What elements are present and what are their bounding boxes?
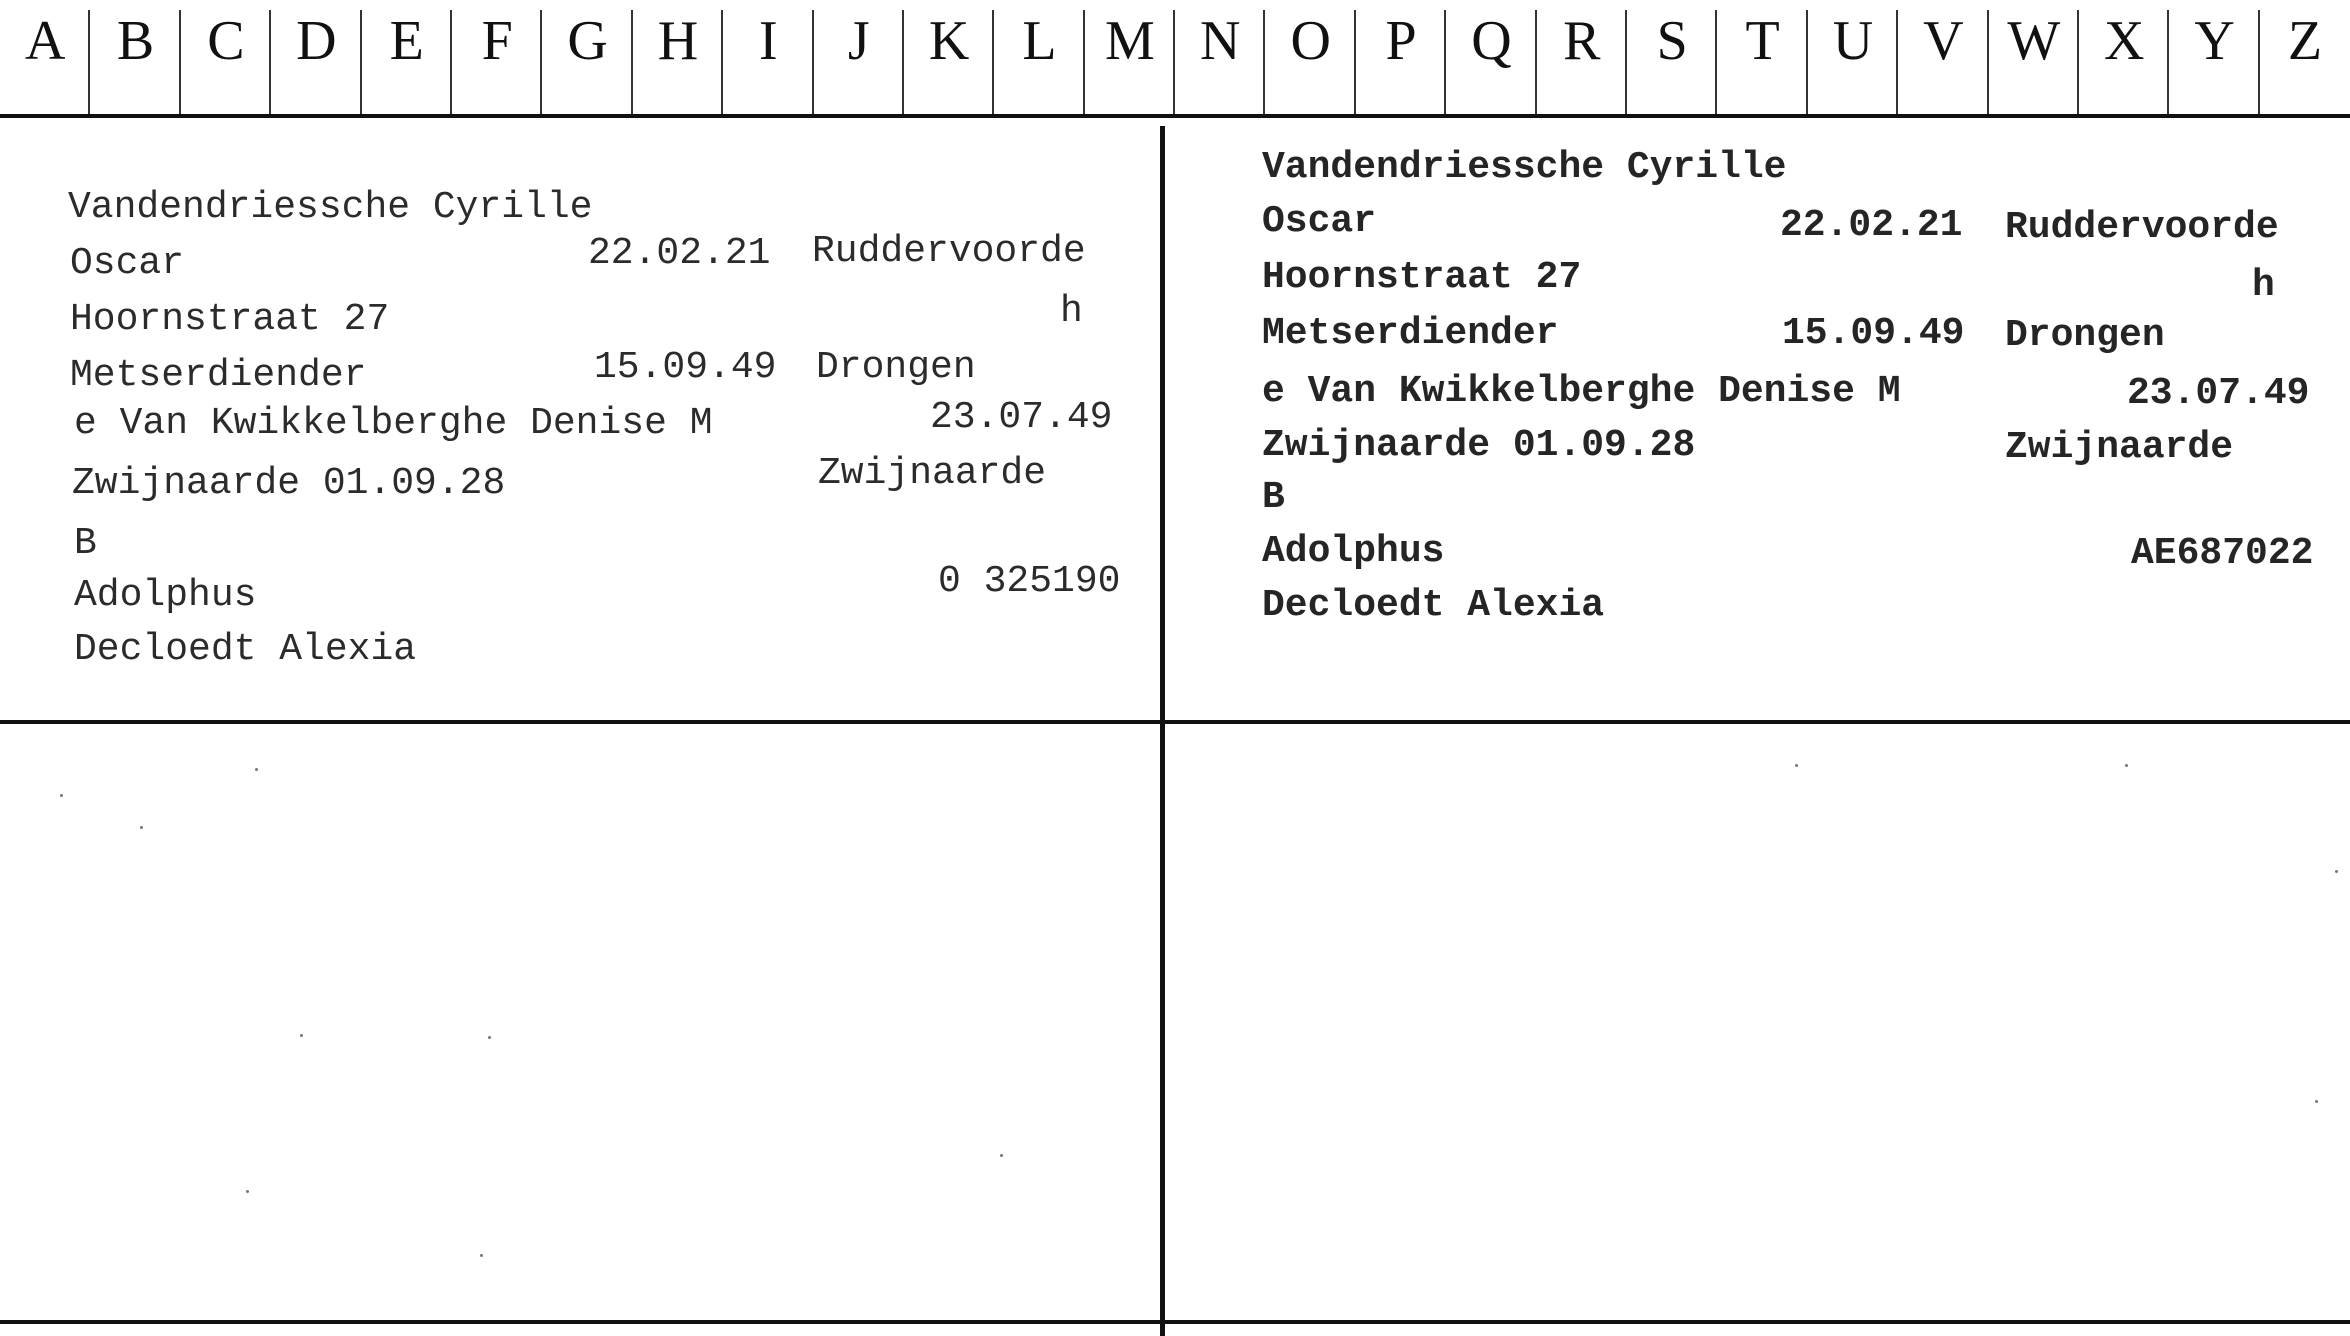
card-code-b: B xyxy=(1262,476,1285,519)
card-place-2: Drongen xyxy=(2005,314,2165,357)
card-spouse-place-date: Zwijnaarde 01.09.28 xyxy=(1262,424,1696,467)
card-marker-h: h xyxy=(2252,264,2275,307)
card-date-2: 15.09.49 xyxy=(594,346,777,389)
card-birth-place: Ruddervoorde xyxy=(812,230,1086,273)
paper-speck xyxy=(480,1254,483,1257)
alpha-letter: X xyxy=(2079,0,2169,114)
alpha-letter: O xyxy=(1265,0,1355,114)
empty-card-left xyxy=(0,724,1160,1320)
card-bottom-divider xyxy=(0,1320,2350,1324)
alpha-letter: K xyxy=(904,0,994,114)
card-place-2: Drongen xyxy=(816,346,976,389)
card-name: Vandendriessche Cyrille xyxy=(68,186,593,229)
alpha-letter: S xyxy=(1627,0,1717,114)
card-place-3: Zwijnaarde xyxy=(818,452,1047,495)
alpha-letter: Y xyxy=(2169,0,2259,114)
card-father: Adolphus xyxy=(74,574,257,617)
card-place-3: Zwijnaarde xyxy=(2005,426,2234,469)
card-mother: Decloedt Alexia xyxy=(74,628,417,671)
paper-speck xyxy=(300,1034,303,1037)
card-code-b: B xyxy=(74,522,97,565)
paper-speck xyxy=(246,1190,249,1193)
alpha-letter: E xyxy=(362,0,452,114)
alpha-letter: I xyxy=(723,0,813,114)
record-card-left xyxy=(0,0,1160,720)
alpha-letter: M xyxy=(1085,0,1175,114)
paper-speck xyxy=(2335,870,2338,873)
alpha-letter: P xyxy=(1356,0,1446,114)
card-given-name: Oscar xyxy=(70,242,185,285)
alpha-letter: B xyxy=(90,0,180,114)
card-name: Vandendriessche Cyrille xyxy=(1262,146,1787,189)
card-number: 0 325190 xyxy=(938,560,1121,603)
card-spouse-place-date: Zwijnaarde 01.09.28 xyxy=(72,462,506,505)
alpha-letter: Z xyxy=(2287,10,2323,72)
alpha-letter: Q xyxy=(1446,0,1536,114)
card-date-3: 23.07.49 xyxy=(2127,372,2310,415)
card-birth-place: Ruddervoorde xyxy=(2005,206,2279,249)
paper-speck xyxy=(1795,764,1798,767)
paper-speck xyxy=(1000,1154,1003,1157)
alpha-letter: L xyxy=(994,0,1084,114)
card-date-3: 23.07.49 xyxy=(930,396,1113,439)
alpha-letter: W xyxy=(1989,0,2079,114)
alpha-letter: G xyxy=(542,0,632,114)
empty-card-right xyxy=(1165,724,2350,1320)
card-occupation: Metserdiender xyxy=(1262,312,1559,355)
card-date-2: 15.09.49 xyxy=(1782,312,1965,355)
card-birth-date: 22.02.21 xyxy=(588,232,771,275)
paper-speck xyxy=(255,768,258,771)
alpha-letter: A xyxy=(0,0,90,114)
alpha-letter: U xyxy=(1808,0,1898,114)
alpha-letter: H xyxy=(633,0,723,114)
card-number: AE687022 xyxy=(2131,532,2314,575)
card-address: Hoornstraat 27 xyxy=(1262,256,1582,299)
paper-speck xyxy=(140,826,143,829)
paper-speck xyxy=(2315,1100,2318,1103)
alpha-letter: D xyxy=(271,0,361,114)
alpha-letter: N xyxy=(1175,0,1265,114)
card-spouse: e Van Kwikkelberghe Denise M xyxy=(1262,370,1901,413)
paper-speck xyxy=(488,1036,491,1039)
alpha-letter: J xyxy=(814,0,904,114)
card-spouse: e Van Kwikkelberghe Denise M xyxy=(74,402,713,445)
card-mother: Decloedt Alexia xyxy=(1262,584,1605,627)
paper-speck xyxy=(2125,764,2128,767)
card-given-name: Oscar xyxy=(1262,200,1377,243)
alpha-letter: R xyxy=(1537,0,1627,114)
alpha-letter: T xyxy=(1717,0,1807,114)
card-address: Hoornstraat 27 xyxy=(70,298,390,341)
alpha-letter: C xyxy=(181,0,271,114)
record-card-right xyxy=(1165,0,2350,720)
alpha-letter: F xyxy=(452,0,542,114)
card-marker-h: h xyxy=(1060,290,1083,333)
alpha-letter: V xyxy=(1898,0,1988,114)
paper-speck xyxy=(60,794,63,797)
card-birth-date: 22.02.21 xyxy=(1780,204,1963,247)
card-father: Adolphus xyxy=(1262,530,1445,573)
card-occupation: Metserdiender xyxy=(70,354,367,397)
